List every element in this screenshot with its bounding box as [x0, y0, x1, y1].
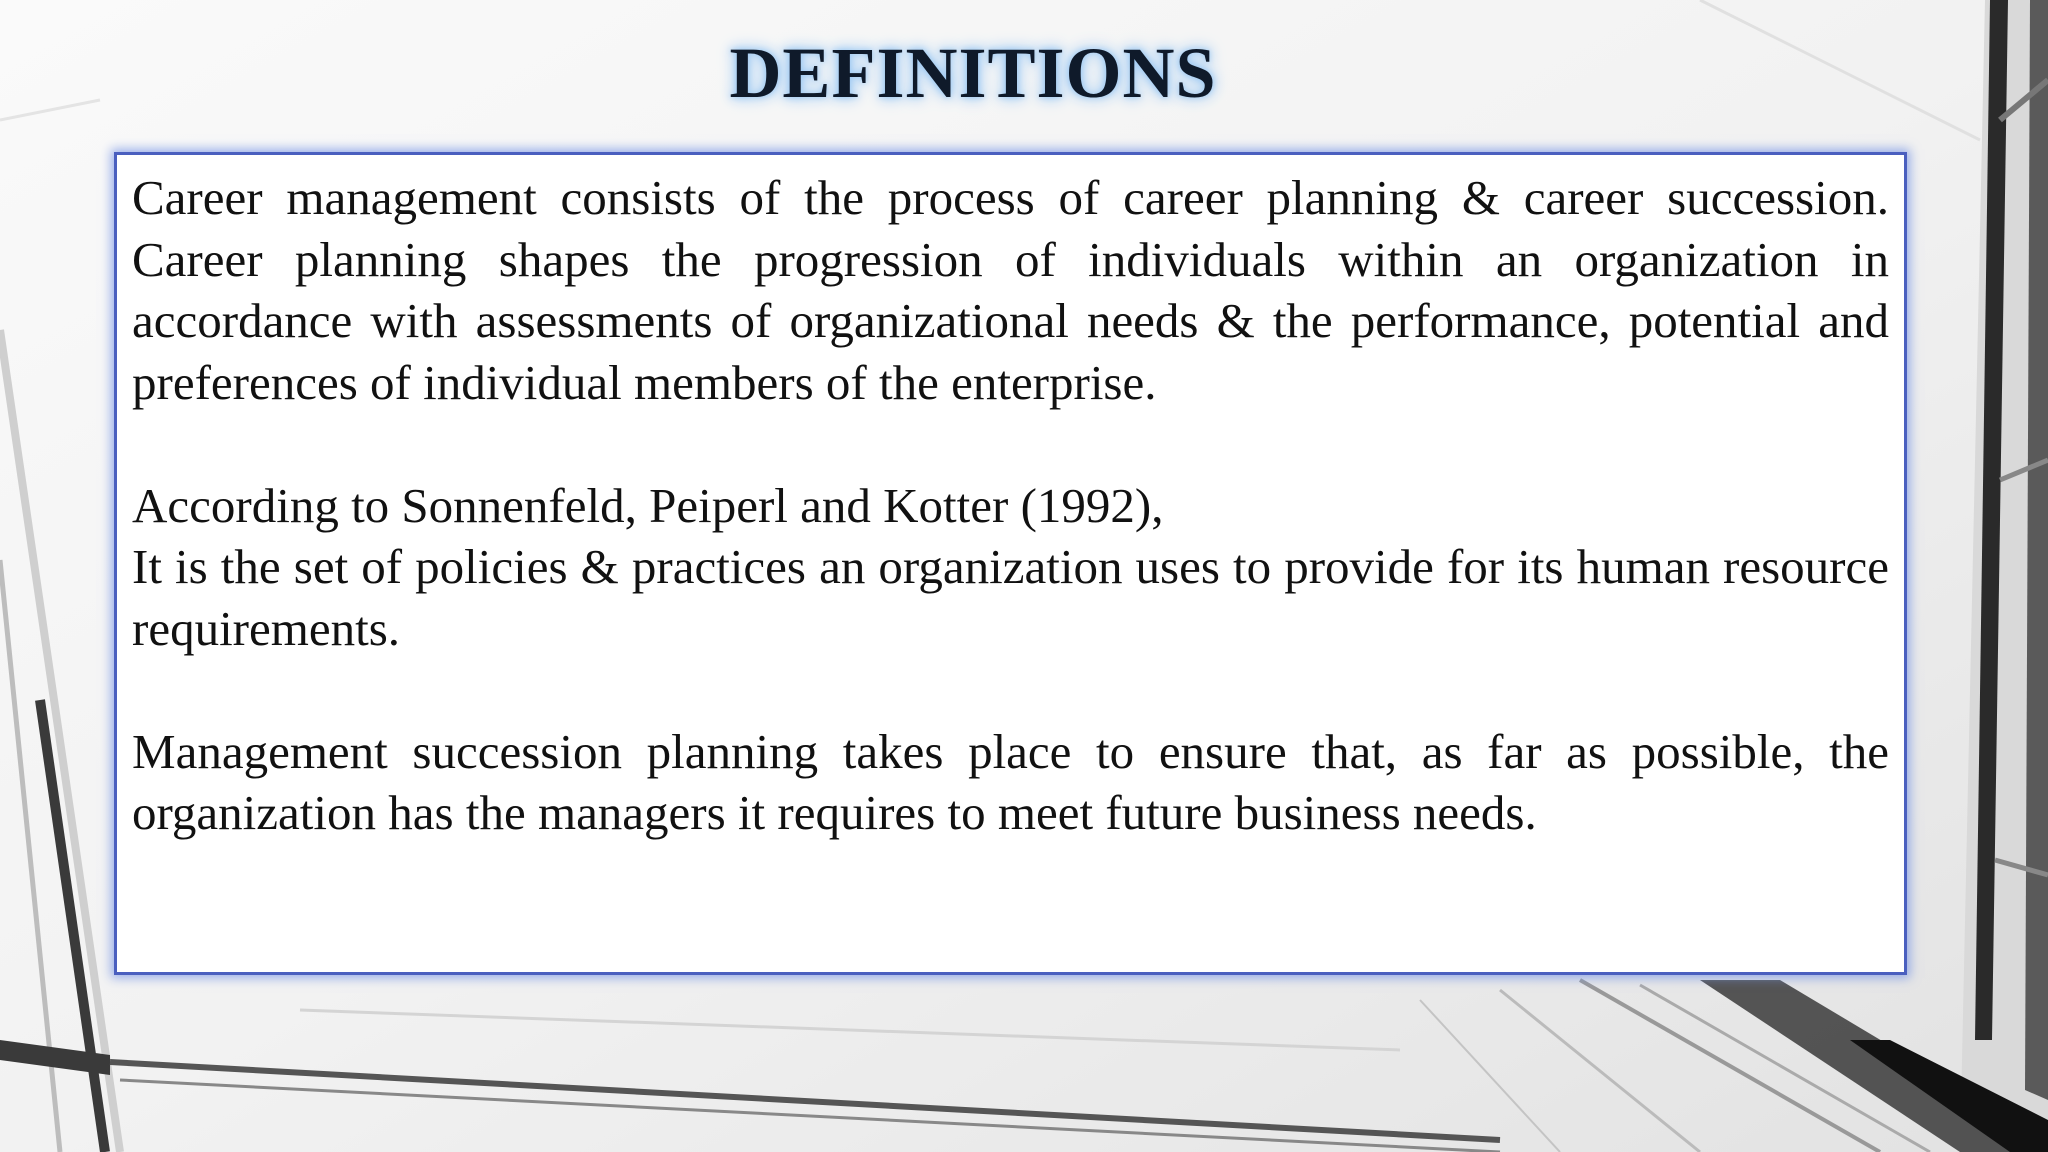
- citation-line: According to Sonnenfeld, Peiperl and Kotter (1992),: [132, 477, 1164, 533]
- definition-paragraph-policies-practices: It is the set of policies & practices an organization uses to provide for its human resource requirements.: [132, 539, 1889, 656]
- paragraph-spacer: [132, 659, 1889, 721]
- definition-paragraph-succession-planning: Management succession planning takes place to ensure that, as far as possible, the organization has the managers it requires to meet future business needs.: [132, 723, 1889, 840]
- definition-paragraph-career-management: Career management consists of the process of career planning & career succession. Career planning shapes the progression of individuals within an organization in accordance with assessments of organizational needs & the performance, potential and preferences of individual members of the enterprise.: [132, 170, 1889, 410]
- slide-title: DEFINITIONS: [729, 33, 1217, 113]
- paragraph-spacer: [132, 413, 1889, 475]
- definitions-content-box: [114, 152, 1907, 975]
